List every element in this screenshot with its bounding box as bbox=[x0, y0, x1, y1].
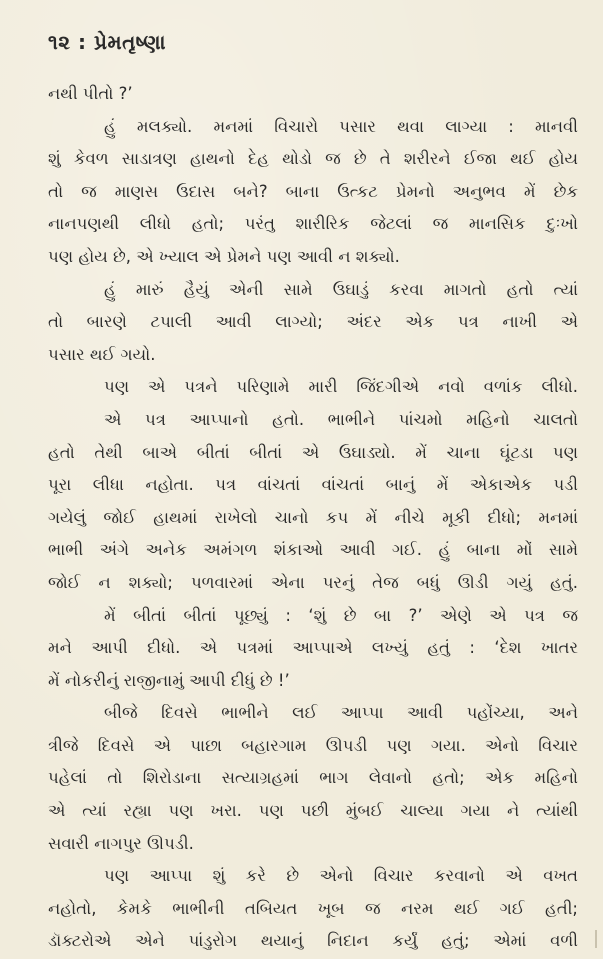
text-line: પૂરા લીધા નહોતા. પત્ર વાંચતાં વાંચતાં બાનું મેં એકાએક પડી bbox=[48, 475, 578, 495]
text-line: હું મારું હૈયું એની સામે ઉઘાડું કરવા માગતો હતો ત્યાં bbox=[104, 279, 578, 299]
text-line: મેં બીતાં બીતાં પૂછ્યું : ‘શું છે બા ?’ એણે એ પત્ર જ bbox=[104, 605, 578, 625]
text-line: બીજે દિવસે ભાભીને લઈ આપ્પા આવી પહોંચ્યા, અને bbox=[104, 703, 578, 723]
text-line: મને આપી દીધો. એ પત્રમાં આપ્પાએ લખ્યું હતું : ‘દેશ ખાતર bbox=[48, 638, 578, 658]
text-line: પણ હોય છે, એ ખ્યાલ એ પ્રેમને પણ આવી ન શક્યો. bbox=[48, 246, 400, 266]
text-line: હતો તેથી બાએ બીતાં બીતાં એ ઉઘાડ્યો. મેં ચાના ઘૂંટડા પણ bbox=[48, 442, 578, 462]
text-line: ગયેલું જોઈ હાથમાં રાખેલો ચાનો કપ મેં નીચે મૂકી દીધો; મનમાં bbox=[48, 507, 578, 527]
text-line: ત્રીજે દિવસે એ પાછા બહારગામ ઊપડી પણ ગયા. એનો વિચાર bbox=[48, 735, 578, 755]
text-line: તો બારણે ટપાલી આવી લાગ્યો; અંદર એક પત્ર નાખી એ bbox=[48, 312, 578, 332]
text-line: ડૉક્ટરોએ એને પાંડુરોગ થયાનું નિદાન કર્યું હતું; એમાં વળી bbox=[48, 931, 578, 951]
text-line: સવારી નાગપુર ઊપડી. bbox=[48, 833, 194, 853]
text-line: પણ આપ્પા શું કરે છે એનો વિચાર કરવાનો એ વખત bbox=[104, 866, 578, 886]
text-line: નાનપણથી લીધો હતો; પરંતુ શારીરિક જેટલાં જ માનસિક દુઃખો bbox=[48, 214, 578, 234]
text-line: શું કેવળ સાડાત્રણ હાથનો દેહ થોડો જ છે તે શરીરને ઈજા થઈ હોય bbox=[48, 149, 578, 169]
text-line: જોઈ ન શક્યો; પળવારમાં એના પરનું તેજ બધું ઊડી ગયું હતું. bbox=[48, 572, 578, 592]
text-line: ભાભી અંગે અનેક અમંગળ શંકાઓ આવી ગઈ. હું બાના મોં સામે bbox=[48, 540, 578, 560]
page-edge-mark bbox=[595, 930, 597, 948]
running-head: ૧૨ : પ્રેમતૃષ્ણા bbox=[48, 30, 166, 54]
text-line: પસાર થઈ ગયો. bbox=[48, 344, 156, 364]
text-line: હું મલક્યો. મનમાં વિચારો પસાર થવા લાગ્યા : માનવી bbox=[104, 116, 578, 136]
text-line: પહેલાં તો શિરોડાના સત્યાગ્રહમાં ભાગ લેવાનો હતો; એક મહિનો bbox=[48, 768, 578, 788]
text-line: પણ એ પત્રને પરિણામે મારી જિંદગીએ નવો વળાંક લીધો. bbox=[104, 377, 578, 397]
text-line: નહોતો, કેમકે ભાભીની તબિયત ખૂબ જ નરમ થઈ ગઈ હતી; bbox=[48, 898, 578, 918]
text-line: તો જ માણસ ઉદાસ બને? બાના ઉત્કટ પ્રેમનો અનુભવ મેં છેક bbox=[48, 181, 578, 201]
text-line: મેં નોકરીનું રાજીનામું આપી દીધું છે !’ bbox=[48, 670, 290, 690]
text-line: નથી પીતો ?’ bbox=[48, 84, 133, 103]
text-line: એ ત્યાં રહ્યા પણ ખરા. પણ પછી મુંબઈ ચાલ્યા ગયા ને ત્યાંથી bbox=[48, 801, 578, 821]
body-text bbox=[48, 78, 578, 958]
text-line: એ પત્ર આપ્પાનો હતો. ભાભીને પાંચમો મહિનો ચાલતો bbox=[104, 409, 578, 429]
